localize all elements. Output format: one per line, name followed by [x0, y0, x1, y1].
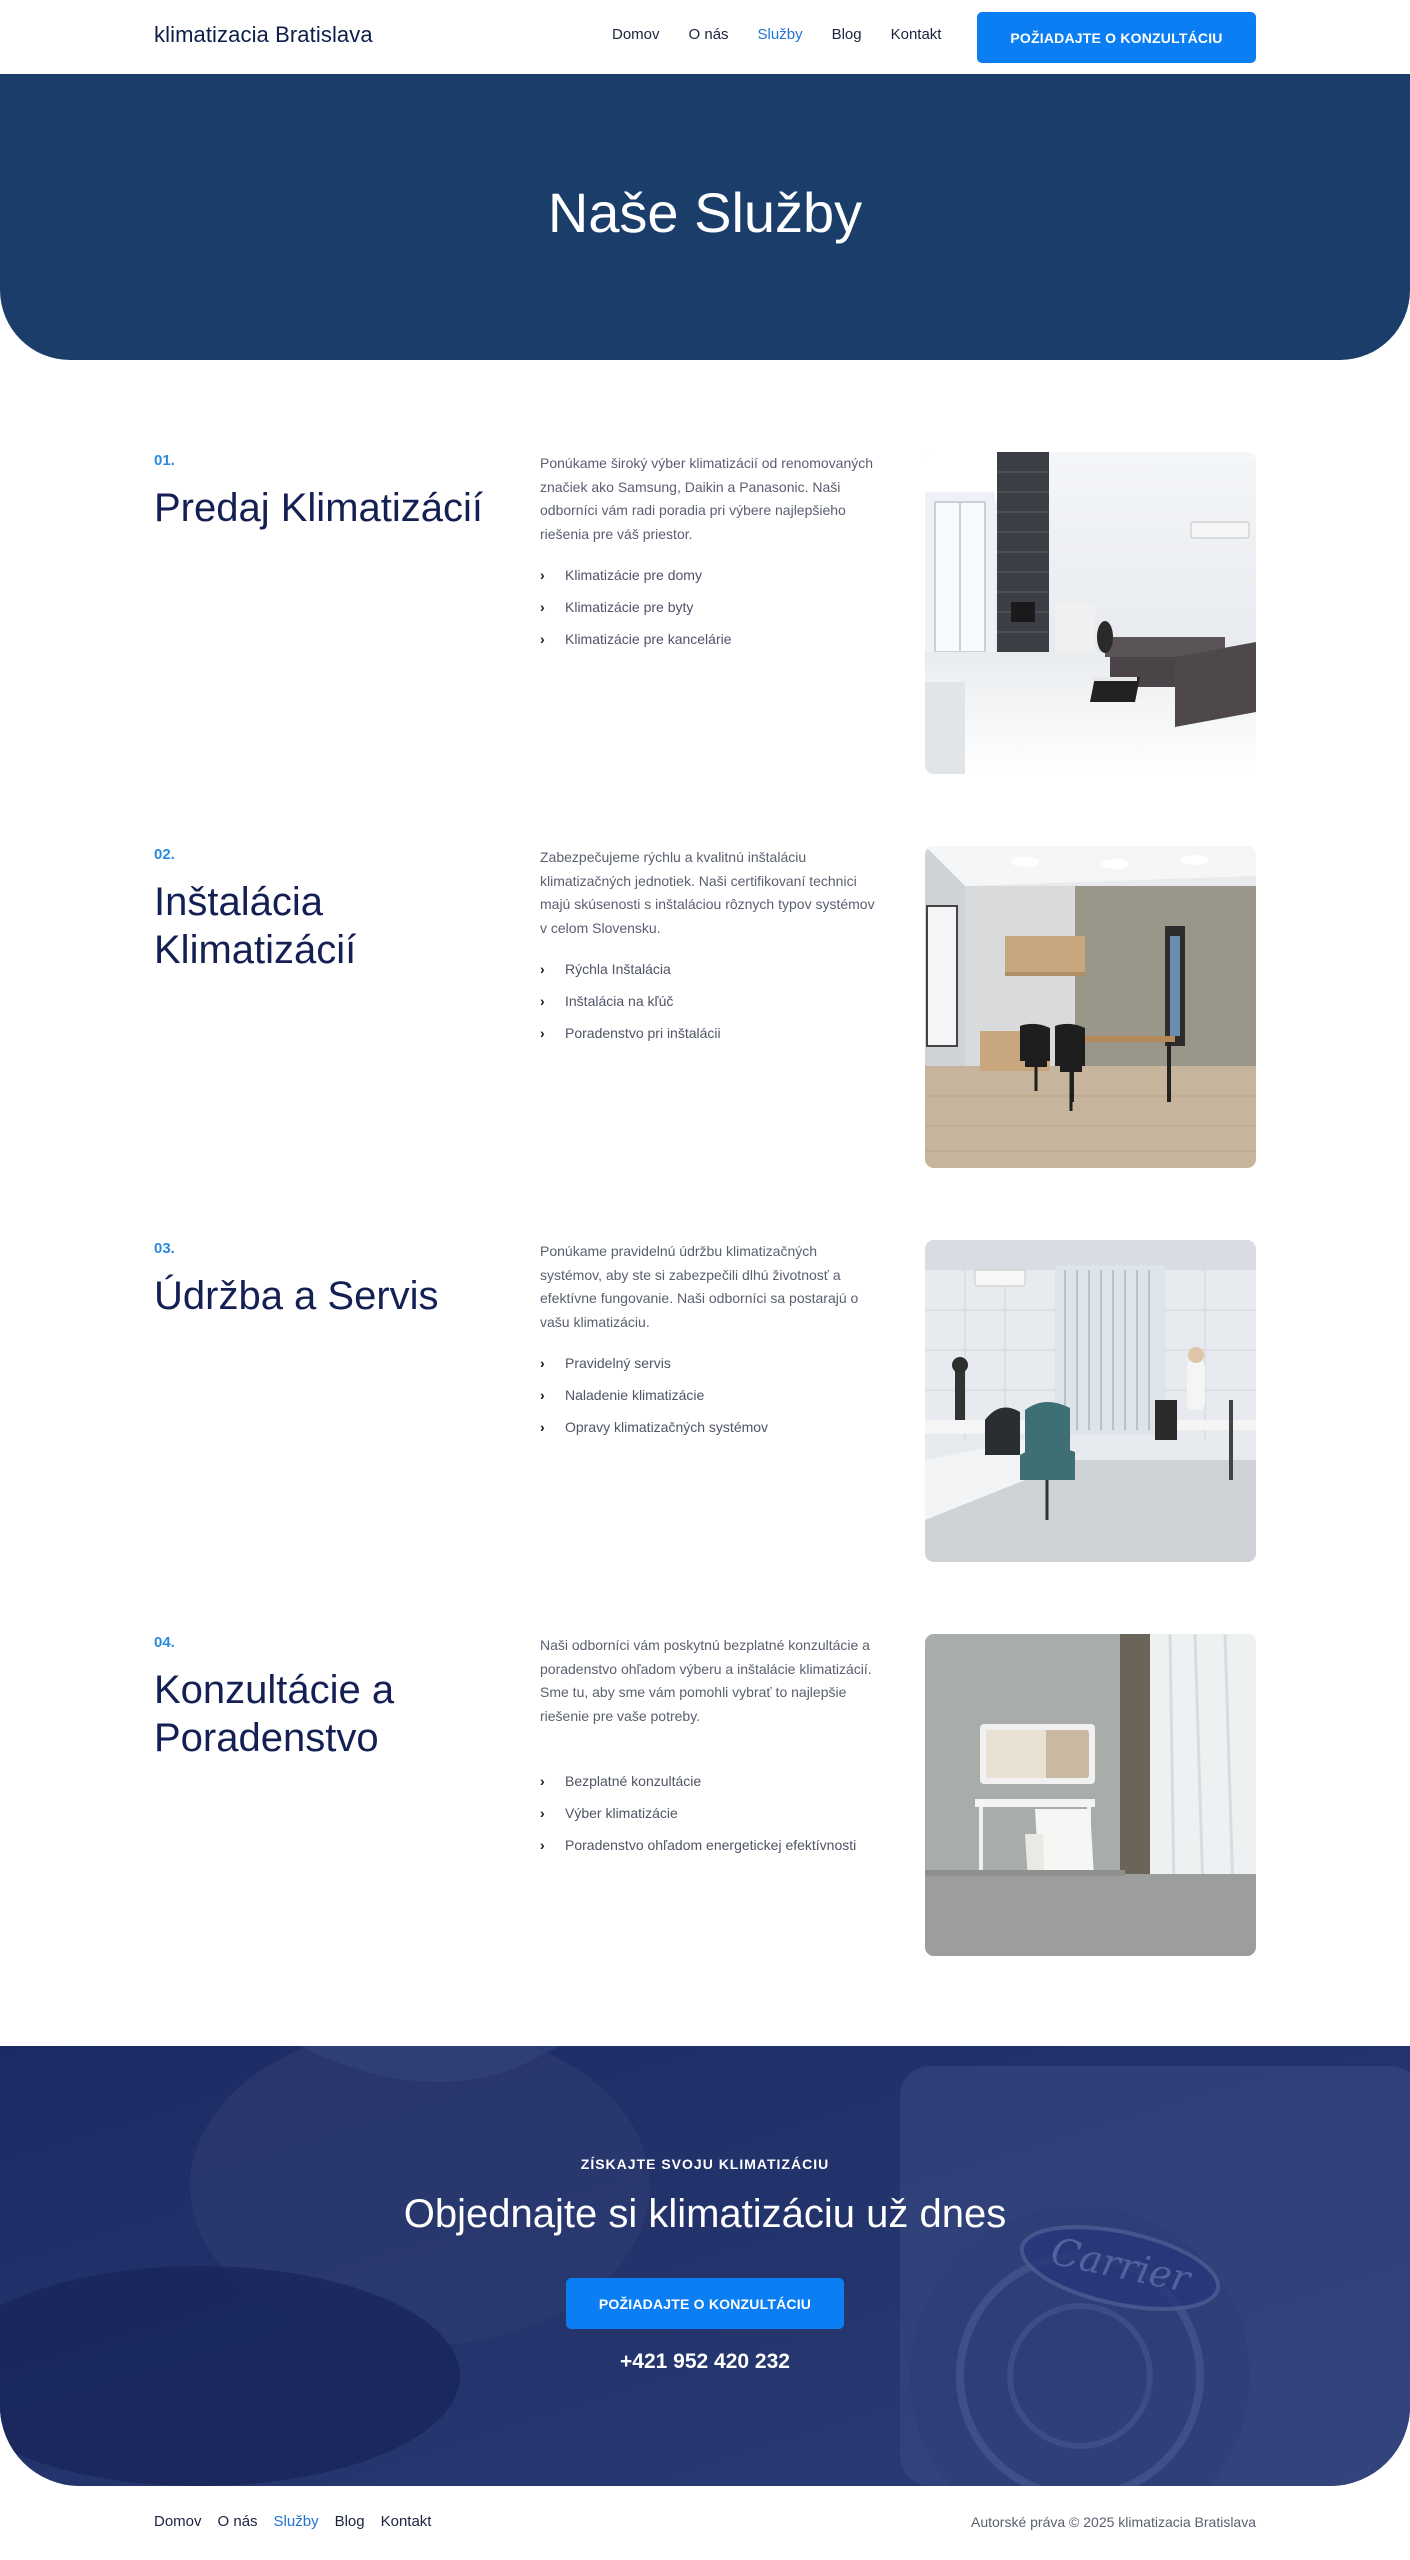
service-title: Konzultácie a Poradenstvo	[154, 1668, 395, 1760]
air-conditioner-background-image	[0, 2046, 1410, 2486]
chevron-right-icon: ›	[540, 1773, 545, 1789]
list-item	[540, 1770, 880, 1793]
main-nav	[612, 26, 970, 43]
list-item-label: Klimatizácie pre domy	[565, 567, 702, 583]
nav-link-o-nas[interactable]: O nás	[688, 26, 729, 43]
phone-number-link[interactable]: +421 952 420 232	[620, 2350, 790, 2373]
service-feature-list	[540, 1770, 880, 1866]
chevron-right-icon: ›	[540, 1355, 545, 1371]
list-item	[540, 1802, 880, 1825]
service-feature-list	[540, 958, 880, 1054]
list-item-label: Výber klimatizácie	[565, 1805, 678, 1821]
footer-link-o-nas[interactable]: O nás	[217, 2513, 258, 2530]
service-block-sales	[0, 452, 1410, 774]
footer-nav	[154, 2513, 447, 2530]
service-title: Inštalácia Klimatizácií	[154, 880, 357, 972]
office-image	[925, 846, 1256, 1168]
cta-eyebrow: ZÍSKAJTE SVOJU KLIMATIZÁCIU	[580, 2156, 830, 2172]
footer-link-blog[interactable]: Blog	[334, 2513, 365, 2530]
carrier-logo-text: Carrier	[1047, 2228, 1195, 2302]
list-item-label: Poradenstvo ohľadom energetickej efektívnosti	[565, 1837, 857, 1853]
chevron-right-icon: ›	[540, 1837, 545, 1853]
service-title: Údržba a Servis	[154, 1274, 439, 1318]
brand-logo[interactable]: klimatizacia Bratislava	[154, 22, 373, 47]
list-item	[540, 1834, 880, 1857]
list-item-label: Inštalácia na kľúč	[565, 993, 674, 1009]
footer-link-sluzby[interactable]: Služby	[273, 2513, 319, 2530]
footer-link-kontakt[interactable]: Kontakt	[380, 2513, 432, 2530]
list-item	[540, 628, 880, 651]
service-number: 02.	[154, 846, 175, 863]
chevron-right-icon: ›	[540, 1025, 545, 1041]
service-number: 04.	[154, 1634, 175, 1651]
list-item-label: Klimatizácie pre kancelárie	[565, 631, 732, 647]
list-item	[540, 596, 880, 619]
site-header	[0, 0, 1410, 74]
service-number: 01.	[154, 452, 175, 469]
site-footer	[0, 2486, 1410, 2560]
service-feature-list	[540, 564, 880, 660]
nav-link-sluzby[interactable]: Služby	[757, 26, 803, 43]
chevron-right-icon: ›	[540, 1387, 545, 1403]
nav-link-domov[interactable]: Domov	[612, 26, 660, 43]
list-item-label: Bezplatné konzultácie	[565, 1773, 702, 1789]
service-description: Zabezpečujeme rýchlu a kvalitnú inštaláciu klimatizačných jednotiek. Naši certifikovaní technici majú skúsenosti s inštaláciou rôznych typov systémov v celom Slovensku.	[540, 849, 875, 936]
order-cta-section	[0, 2046, 1410, 2486]
chevron-right-icon: ›	[540, 961, 545, 977]
list-item	[540, 1352, 880, 1375]
cta-heading: Objednajte si klimatizáciu už dnes	[403, 2192, 1007, 2236]
living-room-image	[925, 452, 1256, 774]
list-item-label: Pravidelný servis	[565, 1355, 671, 1371]
list-item-label: Poradenstvo pri inštalácii	[565, 1025, 721, 1041]
list-item-label: Klimatizácie pre byty	[565, 599, 694, 615]
footer-link-domov[interactable]: Domov	[154, 2513, 202, 2530]
lab-image	[925, 1240, 1256, 1562]
page-title: Naše Služby	[547, 180, 863, 244]
service-block-consulting	[0, 1634, 1410, 1956]
service-feature-list	[540, 1352, 880, 1448]
chevron-right-icon: ›	[540, 993, 545, 1009]
list-item	[540, 1384, 880, 1407]
service-number: 03.	[154, 1240, 175, 1257]
copyright-text: Autorské práva © 2025 klimatizacia Bratislava	[971, 2514, 1256, 2530]
chevron-right-icon: ›	[540, 1419, 545, 1435]
consultation-button[interactable]: POŽIADAJTE O KONZULTÁCIU	[977, 12, 1256, 63]
service-description: Naši odborníci vám poskytnú bezplatné konzultácie a poradenstvo ohľadom výberu a inštalácie klimatizácií. Sme tu, aby sme vám pomohli vybrať to najlepšie riešenie pre vaše potreby.	[540, 1637, 872, 1724]
chevron-right-icon: ›	[540, 567, 545, 583]
cta-consultation-button[interactable]: POŽIADAJTE O KONZULTÁCIU	[566, 2278, 844, 2329]
service-title: Predaj Klimatizácií	[154, 486, 484, 530]
chevron-right-icon: ›	[540, 1805, 545, 1821]
list-item-label: Opravy klimatizačných systémov	[565, 1419, 769, 1435]
list-item	[540, 1022, 880, 1045]
service-block-maintenance	[0, 1240, 1410, 1562]
nav-link-blog[interactable]: Blog	[831, 26, 862, 43]
interior-image	[925, 1634, 1256, 1956]
list-item	[540, 564, 880, 587]
service-description: Ponúkame pravidelnú údržbu klimatizačných systémov, aby ste si zabezpečili dlhú životnosť a efektívne fungovanie. Naši odborníci sa postarajú o vašu klimatizáciu.	[540, 1243, 859, 1330]
list-item	[540, 1416, 880, 1439]
chevron-right-icon: ›	[540, 631, 545, 647]
list-item	[540, 990, 880, 1013]
service-description: Ponúkame široký výber klimatizácií od renomovaných značiek ako Samsung, Daikin a Panasonic. Naši odborníci vám radi poradia pri výbere najlepšieho riešenia pre váš priestor.	[540, 455, 874, 542]
service-block-installation	[0, 846, 1410, 1168]
nav-link-kontakt[interactable]: Kontakt	[890, 26, 942, 43]
chevron-right-icon: ›	[540, 599, 545, 615]
list-item-label: Rýchla Inštalácia	[565, 961, 671, 977]
hero-banner	[0, 74, 1410, 360]
list-item-label: Naladenie klimatizácie	[565, 1387, 705, 1403]
list-item	[540, 958, 880, 981]
